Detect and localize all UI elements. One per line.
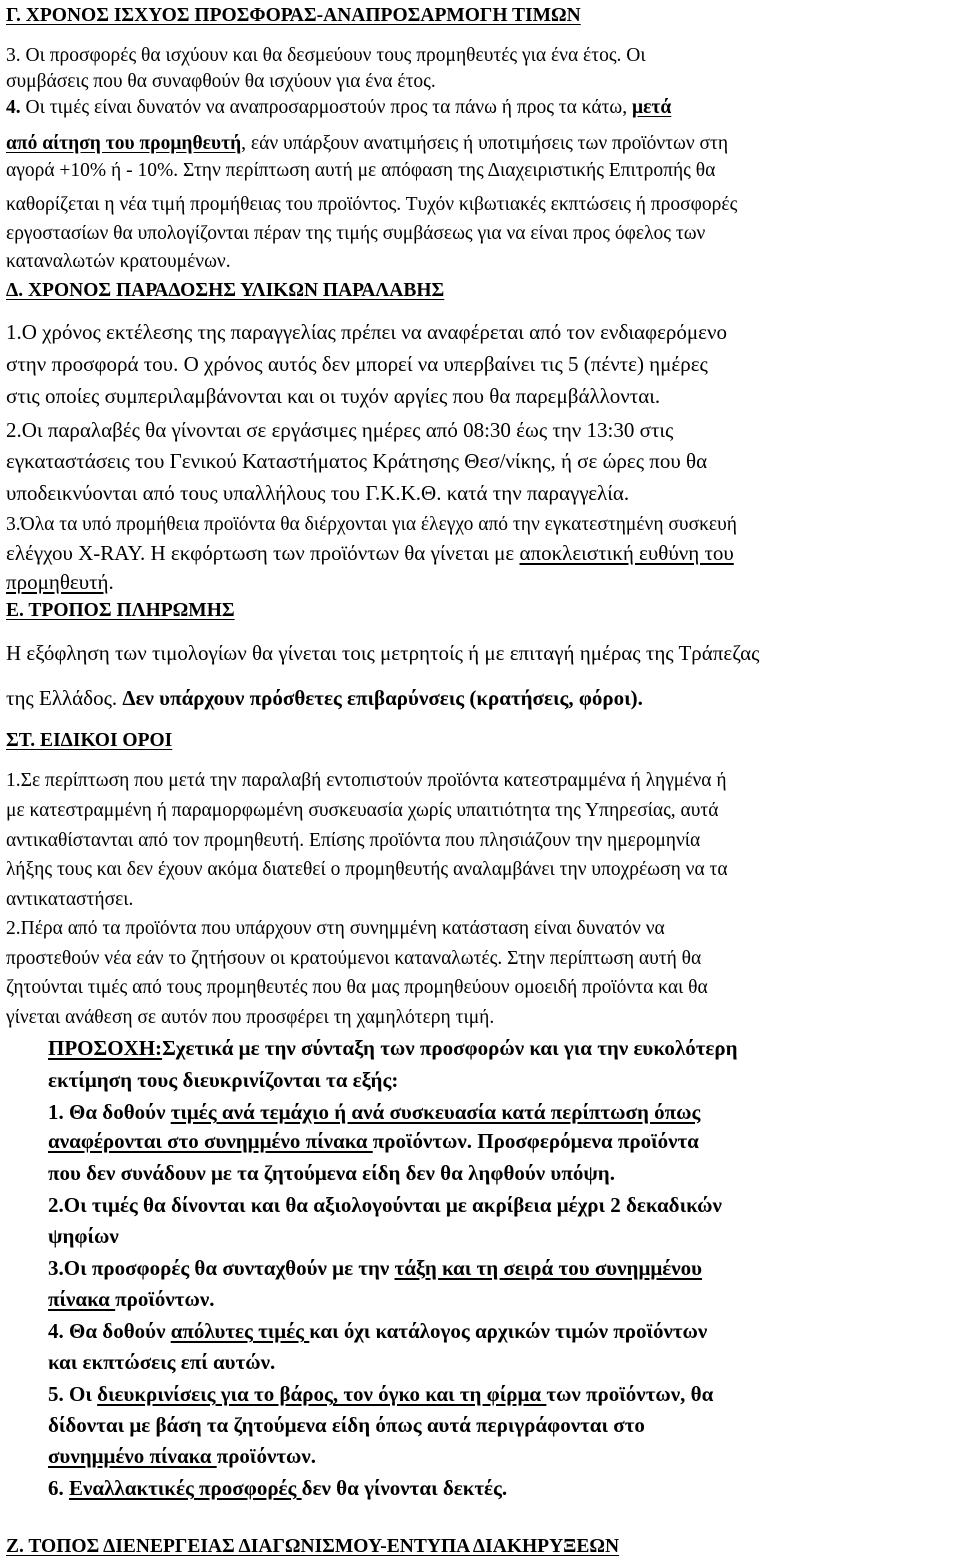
section-st-line8: ζητούνται τιμές από τους προμηθευτές που θα μας προμηθεύουν ομοειδή προϊόντα και θα bbox=[6, 977, 708, 998]
item3-line1 bbox=[48, 1258, 702, 1279]
item3-products: προϊόντων. bbox=[115, 1287, 215, 1311]
item5-line1 bbox=[48, 1384, 713, 1405]
section-g-para4-line2 bbox=[6, 134, 728, 154]
item3-line2 bbox=[48, 1289, 214, 1310]
section-st-line5: αντικαταστήσει. bbox=[6, 889, 134, 910]
item1-line3: που δεν συνάδουν με τα ζητούμενα είδη δεν θα ληφθούν υπόψη. bbox=[48, 1161, 615, 1185]
item1-prefix: 1. Θα δοθούν bbox=[48, 1100, 171, 1124]
item5-products: προϊόντων. bbox=[216, 1444, 316, 1468]
section-d-line2: στην προσφορά του. Ο χρόνος αυτός δεν μπορεί να υπερβαίνει τις 5 (πέντε) ημέρες bbox=[6, 352, 708, 376]
section-st-line2: με κατεστραμμένη ή παραμορφωμένη συσκευασία χωρίς υπαιτιότητα της Υπηρεσίας, αυτά bbox=[6, 800, 719, 821]
item4-absolute-prices: απόλυτες τιμές bbox=[170, 1319, 310, 1343]
section-g-para4-line6: καταναλωτών κρατουμένων. bbox=[6, 251, 231, 272]
section-e-line1: Η εξόφληση των τιμολογίων θα γίνεται τοις μετρητοίς ή με επιταγή ημέρας της Τράπεζας bbox=[6, 641, 760, 665]
para4-bold-after: μετά bbox=[632, 97, 672, 118]
section-d-line5: εγκαταστάσεις του Γενικού Καταστήματος Κράτησης Θεσ/νίκης, ή σε ώρες που θα bbox=[6, 449, 708, 473]
section-st-line1: 1.Σε περίπτωση που μετά την παραλαβή εντοπιστούν προϊόντα κατεστραμμένα ή ληγμένα ή bbox=[6, 770, 727, 791]
section-g-para4-line1 bbox=[6, 98, 671, 118]
item2-line2: ψηφίων bbox=[48, 1224, 119, 1248]
section-g-para4-line4: καθορίζεται η νέα τιμή προμήθειας του προϊόντος. Τυχόν κιβωτιακές εκπτώσεις ή προσφορές bbox=[6, 194, 738, 215]
item5-attached-table: συνημμένο πίνακα bbox=[48, 1444, 217, 1468]
section-d-line8 bbox=[6, 543, 734, 564]
item4-line1 bbox=[48, 1321, 707, 1342]
section-st-heading: ΣΤ. ΕΙΔΙΚΟΙ ΟΡΟΙ bbox=[6, 730, 173, 751]
item3-order: τάξη και τη σειρά του συνημμένου bbox=[394, 1256, 703, 1280]
item1-products: προϊόντων. Προσφερόμενα προϊόντα bbox=[372, 1129, 699, 1153]
item1-line1 bbox=[48, 1102, 700, 1123]
item1-underlined: τιμές ανά τεμάχιο ή ανά συσκευασία κατά περίπτωση όπως bbox=[170, 1100, 701, 1124]
section-st-line3: αντικαθίστανται από τον προμηθευτή. Επίσης προϊόντα που πλησιάζουν την ημερομηνία bbox=[6, 830, 701, 851]
section-g-heading: Γ. ΧΡΟΝΟΣ ΙΣΧΥΟΣ ΠΡΟΣΦΟΡΑΣ-ΑΝΑΠΡΟΣΑΡΜΟΓΗ ΤΙΜΩΝ bbox=[6, 5, 581, 26]
section-d-line6: υποδεικνύονται από τους υπαλλήλους του Γ.Κ.Κ.Θ. κατά την παραγγελία. bbox=[6, 481, 630, 505]
item5-line2: δίδονται με βάση τα ζητούμενα είδη όπως αυτά περιγράφονται στο bbox=[48, 1413, 645, 1437]
attention-line1 bbox=[48, 1038, 738, 1059]
item4-line2: και εκπτώσεις επί αυτών. bbox=[48, 1350, 276, 1374]
section-g-para4-line3: αγορά +10% ή - 10%. Στην περίπτωση αυτή με απόφαση της Διαχειριστικής Επιτροπής θα bbox=[6, 160, 716, 181]
section-e-heading: Ε. ΤΡΟΠΟΣ ΠΛΗΡΩΜΗΣ bbox=[6, 600, 235, 621]
item6-prefix: 6. bbox=[48, 1476, 69, 1500]
no-extra-charges: Δεν υπάρχουν πρόσθετες επιβαρύνσεις (κρατήσεις, φόροι). bbox=[122, 686, 643, 710]
section-st-line6: 2.Πέρα από τα προϊόντα που υπάρχουν στη συνημμένη κατάσταση είναι δυνατόν να bbox=[6, 918, 665, 939]
item1-line2 bbox=[48, 1131, 699, 1152]
item1-referred: αναφέρονται στο bbox=[48, 1129, 205, 1153]
xray-text: ελέγχου X-RAY. Η εκφόρτωση των προϊόντων θα γίνεται με bbox=[6, 541, 520, 565]
section-d-line4: 2.Οι παραλαβές θα γίνονται σε εργάσιμες ημέρες από 08:30 έως την 13:30 στις bbox=[6, 418, 674, 442]
para4-text: Οι τιμές είναι δυνατόν να αναπροσαρμοστούν προς τα πάνω ή προς τα κάτω, bbox=[20, 97, 633, 118]
section-st-line7: προστεθούν νέα εάν το ζητήσουν οι κρατούμενοι καταναλωτές. Στην περίπτωση αυτή θα bbox=[6, 948, 702, 969]
para4-number: 4. bbox=[6, 97, 21, 118]
item3-table: πίνακα bbox=[48, 1287, 116, 1311]
section-g-para3-line2: συμβάσεις που θα συναφθούν θα ισχύουν για ένα έτος. bbox=[6, 71, 436, 92]
supplier-underlined: προμηθευτή bbox=[6, 570, 109, 594]
section-d-line7: 3.Όλα τα υπό προμήθεια προϊόντα θα διέρχονται για έλεγχο από την εγκατεστημένη συσκευή bbox=[6, 514, 737, 535]
period: . bbox=[108, 570, 114, 594]
section-d-line9 bbox=[6, 572, 114, 593]
item4-rest: και όχι κατάλογος αρχικών τιμών προϊόντων bbox=[309, 1319, 708, 1343]
exclusive-responsibility: αποκλειστική ευθύνη του bbox=[519, 541, 734, 565]
item6-alternative-offers: Εναλλακτικές προσφορές bbox=[69, 1476, 302, 1500]
attention-label: ΠΡΟΣΟΧΗ: bbox=[48, 1036, 163, 1060]
section-d-line1: 1.Ο χρόνος εκτέλεσης της παραγγελίας πρέπει να αναφέρεται από τον ενδιαφερόμενο bbox=[6, 320, 727, 344]
section-st-line4: λήξης τους και δεν έχουν ακόμα διατεθεί ο προμηθευτής αναλαμβάνει την υποχρέωση να τα bbox=[6, 859, 728, 880]
item3-prefix: 3.Οι προσφορές θα συνταχθούν με την bbox=[48, 1256, 395, 1280]
section-g-para4-line5: εργοστασίων θα υπολογίζονται πέραν της τιμής συμβάσεως για να είναι προς όφελος των bbox=[6, 223, 706, 244]
section-st-line9: γίνεται ανάθεση σε αυτόν που προσφέρει τη χαμηλότερη τιμή. bbox=[6, 1007, 495, 1028]
section-d-line3: στις οποίες συμπεριλαμβάνονται και οι τυχόν αργίες που θα παρεμβάλλονται. bbox=[6, 384, 661, 408]
section-z-heading: Ζ. ΤΟΠΟΣ ΔΙΕΝΕΡΓΕΙΑΣ ΔΙΑΓΩΝΙΣΜΟΥ-ΕΝΤΥΠΑ ΔΙΑΚΗΡΥΞΕΩΝ bbox=[6, 1536, 620, 1557]
item5-rest: των προϊόντων, θα bbox=[546, 1382, 714, 1406]
greece-text: της Ελλάδος. bbox=[6, 686, 123, 710]
section-d-heading: Δ. ΧΡΟΝΟΣ ΠΑΡΑΔΟΣΗΣ ΥΛΙΚΩΝ ΠΑΡΑΛΑΒΗΣ bbox=[6, 280, 445, 301]
item6-rest: δεν θα γίνονται δεκτές. bbox=[301, 1476, 508, 1500]
section-g-para3-line1: 3. Οι προσφορές θα ισχύουν και θα δεσμεύουν τους προμηθευτές για ένα έτος. Οι bbox=[6, 45, 646, 66]
item6-line1 bbox=[48, 1478, 507, 1499]
para4-bold-request: από αίτηση του προμηθευτή bbox=[6, 133, 242, 154]
attention-line2: εκτίμηση τους διευκρινίζονται τα εξής: bbox=[48, 1068, 399, 1092]
item1-attached-table: συνημμένο πίνακα bbox=[204, 1129, 373, 1153]
para4-text-2: , εάν υπάρξουν ανατιμήσεις ή υποτιμήσεις των προϊόντων στη bbox=[241, 133, 729, 154]
item2-line1: 2.Οι τιμές θα δίνονται και θα αξιολογούνται με ακρίβεια μέχρι 2 δεκαδικών bbox=[48, 1193, 722, 1217]
item5-clarifications: διευκρινίσεις για το βάρος, τον όγκο και τη φίρμα bbox=[97, 1382, 547, 1406]
item5-line3 bbox=[48, 1446, 316, 1467]
attention-intro: Σχετικά με την σύνταξη των προσφορών και για την ευκολότερη bbox=[162, 1036, 738, 1060]
section-e-line2 bbox=[6, 688, 643, 709]
item4-prefix: 4. Θα δοθούν bbox=[48, 1319, 171, 1343]
item5-prefix: 5. Οι bbox=[48, 1382, 98, 1406]
